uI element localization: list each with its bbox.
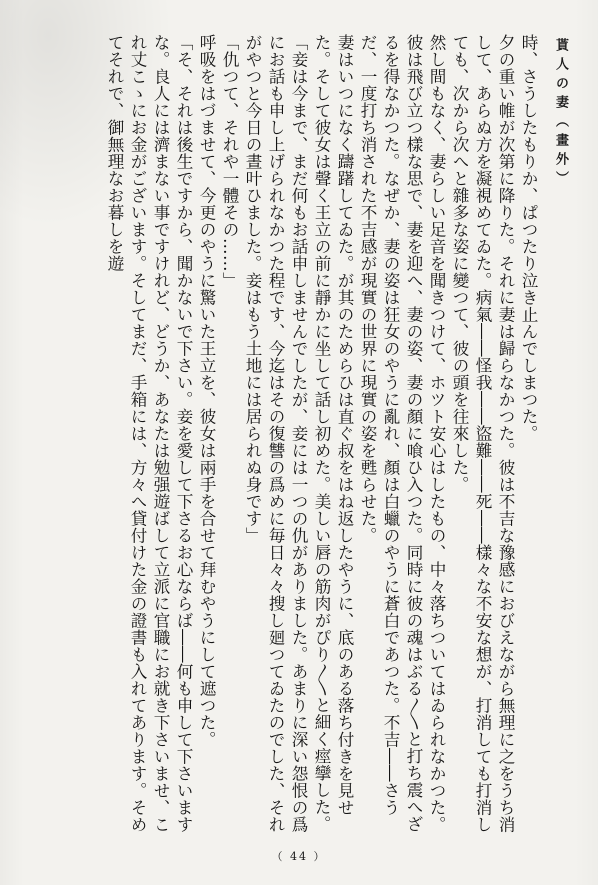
paragraph: 妻はいつになく躊躇してゐた。が其のためらひは直ぐ叔をはね返したやうに、底のある落ち付きを見せた。そして彼女は聲く王立の前に靜かに坐して話し初めた。美しい唇の筋肉がぴり〳〵と細く痙攣した。 bbox=[312, 34, 354, 833]
paragraph: 呼吸をはづませて、今更のやうに驚いた王立を、彼女は兩手を合せて拜むやうにして遮つた。 bbox=[197, 34, 216, 748]
paragraph: 然し間もなく、妻らしい足音を聞きつけて、ホツト安心はしたもの、中々落ちついてはゐられなかつた。 bbox=[427, 34, 446, 833]
body-text bbox=[54, 34, 540, 844]
paragraph: 彼は飛び立つ樣な思で、妻を迎へ、妻の姿、妻の顏に喰ひ入つた。同時に彼の魂はぶる〳〵と打ち震へざるを得なかつた。なぜか、妻の姿は狂女のやうに亂れ、顏は白蠟のやうに蒼白であつた。不吉――さうだ、一度打ち消された不吉感が現實の世界に現實の姿を甦らせた。 bbox=[358, 34, 423, 833]
paragraph: 「そ、それは後生ですから、聞かないで下さい。妾を愛して下さるお心ならば――何も申して下さいますな。良人には濟まない事ですけれど、どうか、あなたは勉强遊ばして立派に官職にお就き下さいませ、これ丈こゝにお金がございます。そしてまだ、手箱には、方々へ貸付けた金の證書も入れてあります。そめてそれで、御無理なお暮しを遊 bbox=[105, 34, 193, 833]
running-header: 貰人の妻（畫外） bbox=[553, 38, 568, 190]
page-number: （ 44 ） bbox=[271, 850, 327, 863]
paragraph: 「妾は今まで、まだ何もお話申しませんでしたが、妾には一つの仇がありました。あまりに深い怨恨の爲にお話も申し上げられなかつた程です、今迄はその復讐の爲めに毎日々々搜し廻つてゐたのでした、それがやつと今日の晝叶ひました。妾はもう土地には居られぬ身です」 bbox=[243, 34, 308, 833]
paragraph: 時、さうしたもりか、ぱつたり泣き止んでしまつた。 bbox=[519, 34, 538, 442]
paragraph: 「仇つて、それや一體その……」 bbox=[220, 34, 239, 289]
paragraph: 夕の重い帷が次第に降りた。それに妻は歸らなかつた。彼は不吉な豫感におびえながら無理に之をうち消して、あらぬ方を凝視めてゐた。病氣――怪我――盜難――死――樣々な不安な想が、打消しても打消しても、次から次へと雜多な姿に變つて、彼の頭を往來した。 bbox=[450, 34, 515, 833]
